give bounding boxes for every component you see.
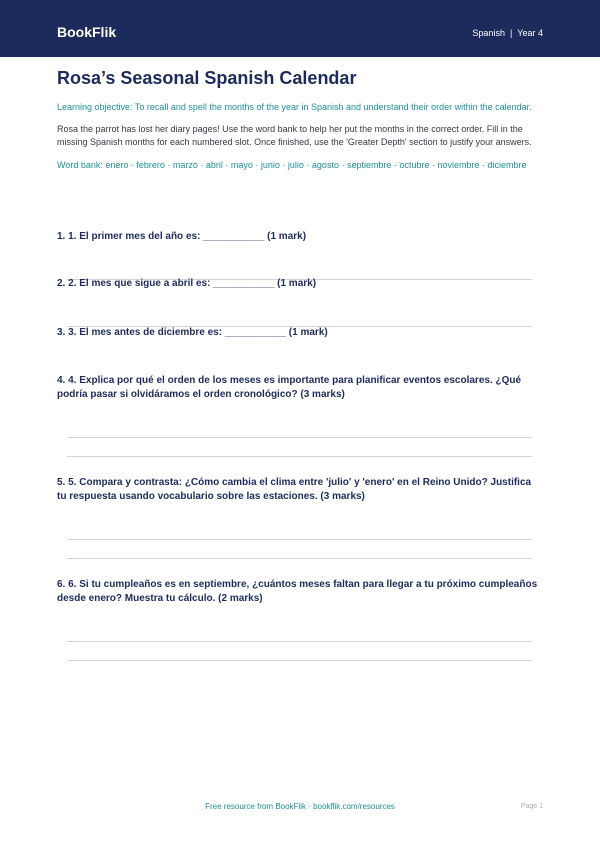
question-5: 5. 5. Compara y contrasta: ¿Cómo cambia el clima entre 'julio' y 'enero' en el Reino Unido? Justifica tu respuesta usando vocabulario sobre las estaciones. (3 marks) [57,477,532,502]
answer-line[interactable] [67,660,532,661]
question-3: 3. 3. El mes antes de diciembre es: ___________ (1 mark) [57,327,328,338]
footer-text[interactable]: Free resource from BookFlik · bookflik.com/resources [205,802,395,811]
learning-objective: Learning objective: To recall and spell the months of the year in Spanish and understand their order within the calendar. [57,102,532,112]
subject-label: Spanish [472,28,505,38]
worksheet-intro [57,67,543,172]
brand-logo[interactable]: BookFlik [57,24,117,40]
question-2: 2. 2. El mes que sigue a abril es: ___________ (1 mark) [57,278,317,289]
page-title: Rosa’s Seasonal Spanish Calendar [57,68,357,88]
word-bank: Word bank: enero · febrero · marzo · abril · mayo · junio · julio · agosto · septiembre · octubre · noviembre · diciembre [57,160,527,170]
question-4: 4. 4. Explica por qué el orden de los meses es importante para planificar eventos escolares. ¿Qué podría pasar si olvidáramos el orden cronológico? (3 marks) [57,375,522,400]
answer-line[interactable] [67,539,532,540]
question-1: 1. 1. El primer mes del año es: ___________ (1 mark) [57,231,307,242]
answer-line[interactable] [67,641,532,642]
year-label: Year 4 [517,28,543,38]
page-number: Page 1 [520,803,543,810]
meta-separator: | [509,28,513,38]
answer-line[interactable] [67,558,532,559]
answer-line[interactable] [67,437,532,438]
header-bar [0,0,600,57]
instructions: Rosa the parrot has lost her diary pages! Use the word bank to help her put the months in the correct order. Fill in the missing Spanish months for each numbered slot. Once finished, use the 'Greater Depth' section to justify your answers. [57,124,532,147]
question-6: 6. 6. Si tu cumpleaños es en septiembre, ¿cuántos meses faltan para llegar a tu próximo cumpleaños desde enero? Muestra tu cálculo. (2 marks) [57,579,538,604]
header-meta [472,27,543,39]
answer-line[interactable] [67,456,532,457]
